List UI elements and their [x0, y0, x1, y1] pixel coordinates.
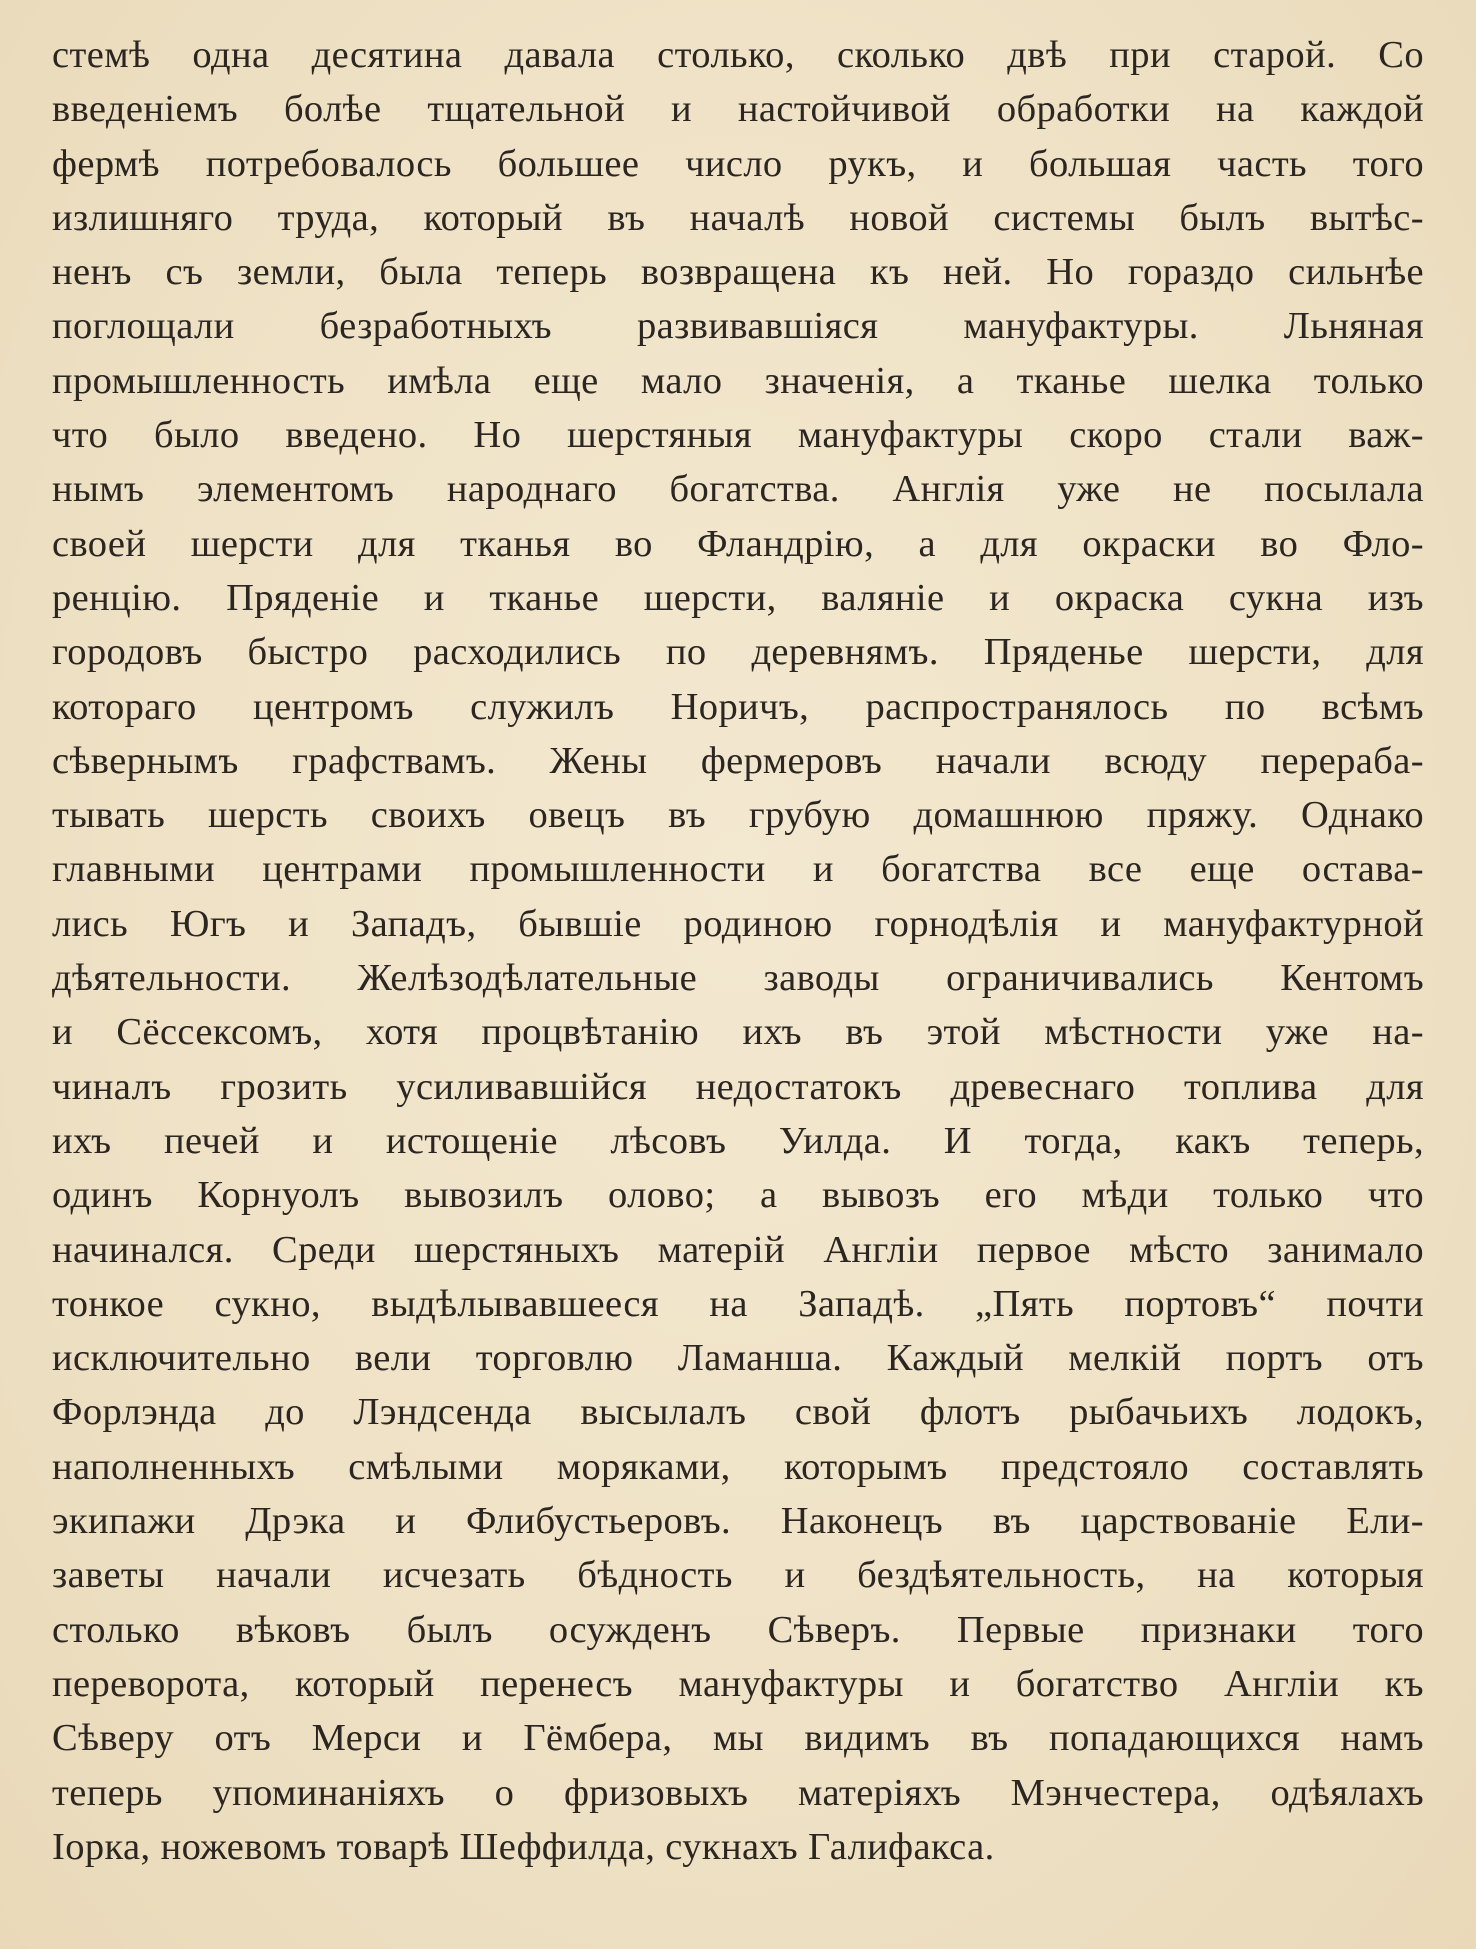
text-line: дѣятельности. Желѣзодѣлательные заводы ограничивались Кентомъ: [52, 957, 1424, 1000]
text-line: ненъ съ земли, была теперь возвращена къ ней. Но гораздо сильнѣе: [52, 251, 1424, 294]
text-line: теперь упоминаніяхъ о фризовыхъ матеріяхъ Мэнчестера, одѣялахъ: [52, 1771, 1424, 1814]
text-line: исключительно вели торговлю Ламанша. Каждый мелкій портъ отъ: [52, 1337, 1424, 1380]
text-line: излишняго труда, который въ началѣ новой системы былъ вытѣс-: [52, 196, 1424, 239]
text-line: переворота, который перенесъ мануфактуры и богатство Англіи къ: [52, 1662, 1424, 1705]
body-text: [52, 28, 1424, 1874]
text-line: столько вѣковъ былъ осужденъ Сѣверъ. Первые признаки того: [52, 1608, 1424, 1651]
text-line: лись Югъ и Западъ, бывшіе родиною горнодѣлія и мануфактурной: [52, 902, 1424, 945]
text-line: введеніемъ болѣе тщательной и настойчивой обработки на каждой: [52, 88, 1424, 131]
text-line: заветы начали исчезать бѣдность и бездѣятельность, на которыя: [52, 1554, 1424, 1597]
text-line: промышленность имѣла еще мало значенія, а тканье шелка только: [52, 359, 1424, 402]
text-line: котораго центромъ служилъ Норичъ, распространялось по всѣмъ: [52, 685, 1424, 728]
text-line: тонкое сукно, выдѣлывавшееся на Западѣ. „Пять портовъ“ почти: [52, 1282, 1424, 1325]
text-line: чиналъ грозить усиливавшійся недостатокъ древеснаго топлива для: [52, 1065, 1424, 1108]
text-line: фермѣ потребовалось большее число рукъ, и большая часть того: [52, 142, 1424, 185]
text-line: одинъ Корнуолъ вывозилъ олово; а вывозъ его мѣди только что: [52, 1174, 1424, 1217]
text-line: поглощали безработныхъ развивавшіяся мануфактуры. Льняная: [52, 305, 1424, 348]
text-line: Сѣверу отъ Мерси и Гёмбера, мы видимъ въ попадающихся намъ: [52, 1717, 1424, 1760]
text-line: тывать шерсть своихъ овецъ въ грубую домашнюю пряжу. Однако: [52, 794, 1424, 837]
text-line: нымъ элементомъ народнаго богатства. Англія уже не посылала: [52, 468, 1424, 511]
text-line: ренцію. Пряденіе и тканье шерсти, валяніе и окраска сукна изъ: [52, 576, 1424, 619]
text-line: Форлэнда до Лэндсенда высылалъ свой флотъ рыбачьихъ лодокъ,: [52, 1391, 1424, 1434]
text-line: и Сёссексомъ, хотя процвѣтанію ихъ въ этой мѣстности уже на-: [52, 1011, 1424, 1054]
text-line: главными центрами промышленности и богатства все еще остава-: [52, 848, 1424, 891]
text-line: стемѣ одна десятина давала столько, сколько двѣ при старой. Со: [52, 34, 1424, 76]
text-line: что было введено. Но шерстяныя мануфактуры скоро стали важ-: [52, 414, 1424, 457]
text-line: своей шерсти для тканья во Фландрію, а для окраски во Фло-: [52, 522, 1424, 565]
text-line: городовъ быстро расходились по деревнямъ. Пряденье шерсти, для: [52, 631, 1424, 674]
text-line: наполненныхъ смѣлыми моряками, которымъ предстояло составлять: [52, 1445, 1424, 1488]
text-line: экипажи Дрэка и Флибустьеровъ. Наконецъ въ царствованіе Ели-: [52, 1500, 1424, 1543]
text-line-last: Іорка, ножевомъ товарѣ Шеффилда, сукнахъ Галифакса.: [52, 1825, 995, 1868]
text-line: сѣвернымъ графствамъ. Жены фермеровъ начали всюду перераба-: [52, 739, 1424, 782]
text-line: начинался. Среди шерстяныхъ матерій Англіи первое мѣсто занимало: [52, 1228, 1424, 1271]
text-line: ихъ печей и истощеніе лѣсовъ Уилда. И тогда, какъ теперь,: [52, 1119, 1424, 1162]
